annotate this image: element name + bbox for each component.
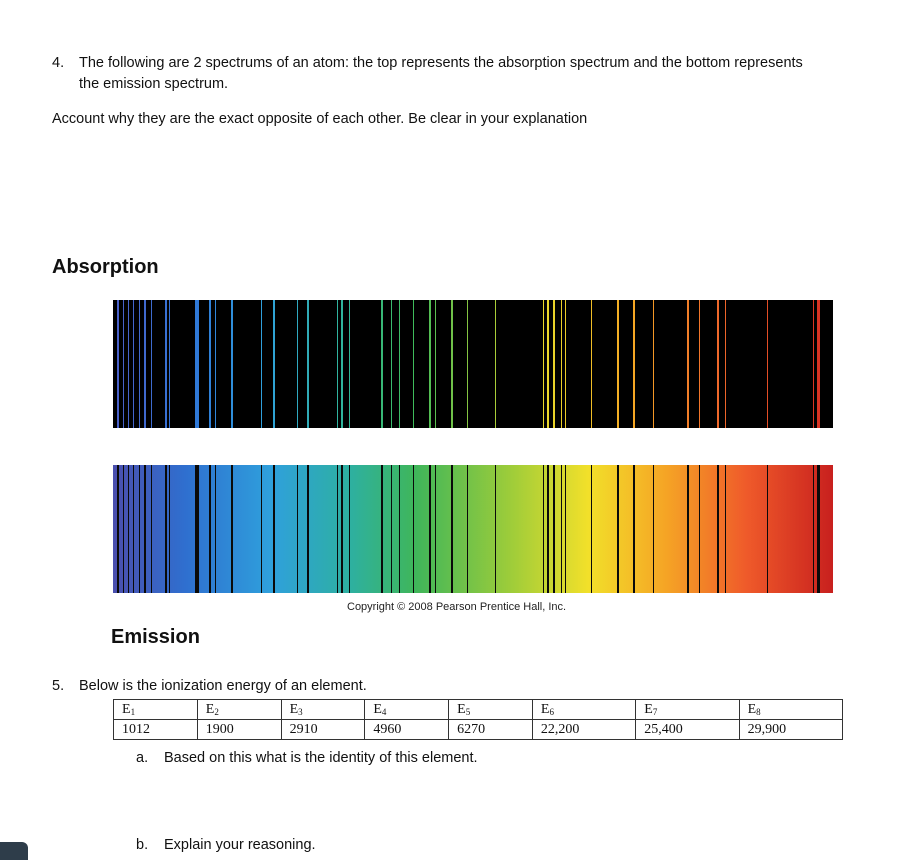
emission-gap-line: [565, 465, 566, 593]
absorption-line: [591, 300, 592, 428]
emission-gap-line: [617, 465, 619, 593]
emission-heading: Emission: [111, 626, 200, 648]
value-cell: 2910: [281, 720, 365, 740]
value-cell: 1012: [114, 720, 198, 740]
emission-gap-line: [133, 465, 134, 593]
part-b-text: Explain your reasoning.: [164, 837, 316, 853]
absorption-line: [467, 300, 468, 428]
emission-gap-line: [297, 465, 298, 593]
absorption-line: [547, 300, 549, 428]
part-a-label: a.: [136, 750, 149, 766]
absorption-heading: Absorption: [52, 256, 159, 278]
q4-prompt: Account why they are the exact opposite of each other. Be clear in your explanation: [52, 111, 588, 127]
emission-gap-line: [429, 465, 431, 593]
absorption-spectrum: [113, 300, 833, 428]
header-cell: $E_5$: [449, 700, 533, 720]
emission-gap-line: [467, 465, 468, 593]
emission-gap-line: [435, 465, 436, 593]
taskbar-corner: [0, 842, 28, 860]
absorption-line: [543, 300, 544, 428]
absorption-line: [699, 300, 700, 428]
header-cell: $E_3$: [281, 700, 365, 720]
emission-spectrum: [113, 465, 833, 593]
absorption-line: [139, 300, 140, 428]
emission-gap-line: [817, 465, 820, 593]
table-row: [114, 720, 843, 740]
absorption-line: [215, 300, 216, 428]
absorption-line: [297, 300, 298, 428]
absorption-line: [813, 300, 814, 428]
header-cell: $E_1$: [114, 700, 198, 720]
emission-gap-line: [687, 465, 689, 593]
absorption-line: [123, 300, 124, 428]
absorption-line: [399, 300, 400, 428]
absorption-line: [553, 300, 555, 428]
value-cell: 6270: [449, 720, 533, 740]
absorption-line: [195, 300, 199, 428]
emission-gap-line: [117, 465, 119, 593]
emission-gap-line: [123, 465, 124, 593]
emission-gap-line: [561, 465, 562, 593]
q5-intro: Below is the ionization energy of an element.: [79, 678, 367, 694]
emission-gap-line: [767, 465, 768, 593]
emission-gap-line: [591, 465, 592, 593]
value-cell: 25,400: [636, 720, 739, 740]
absorption-line: [151, 300, 152, 428]
absorption-line: [337, 300, 338, 428]
emission-gap-line: [337, 465, 338, 593]
absorption-line: [725, 300, 726, 428]
absorption-line: [653, 300, 654, 428]
absorption-line: [133, 300, 134, 428]
header-cell: $E_7$: [636, 700, 739, 720]
emission-gap-line: [307, 465, 309, 593]
q4-line-1: The following are 2 spectrums of an atom: the top represents the absorption spectrum and the bottom represents: [79, 55, 803, 71]
emission-gap-line: [139, 465, 140, 593]
q5-number: 5.: [52, 678, 65, 694]
absorption-line: [144, 300, 146, 428]
emission-gap-line: [633, 465, 635, 593]
ionization-energy-table: [113, 699, 843, 740]
absorption-line: [391, 300, 392, 428]
absorption-line: [817, 300, 820, 428]
absorption-line: [633, 300, 635, 428]
absorption-line: [767, 300, 768, 428]
emission-gap-line: [547, 465, 549, 593]
absorption-line: [561, 300, 562, 428]
absorption-line: [381, 300, 383, 428]
absorption-line: [273, 300, 275, 428]
part-a-text: Based on this what is the identity of this element.: [164, 750, 478, 766]
copyright-text: Copyright © 2008 Pearson Prentice Hall, Inc.: [347, 601, 567, 613]
emission-gap-line: [165, 465, 167, 593]
emission-gap-line: [717, 465, 719, 593]
absorption-line: [429, 300, 431, 428]
absorption-line: [617, 300, 619, 428]
emission-gap-line: [349, 465, 350, 593]
absorption-line: [717, 300, 719, 428]
emission-gap-line: [231, 465, 233, 593]
absorption-line: [209, 300, 211, 428]
emission-gap-line: [215, 465, 216, 593]
emission-gap-line: [261, 465, 262, 593]
emission-gap-line: [543, 465, 544, 593]
emission-gap-line: [495, 465, 496, 593]
emission-gap-line: [653, 465, 654, 593]
absorption-line: [169, 300, 170, 428]
emission-gap-line: [451, 465, 453, 593]
emission-gap-line: [151, 465, 152, 593]
emission-gap-line: [169, 465, 170, 593]
emission-gap-line: [381, 465, 383, 593]
emission-gap-line: [399, 465, 400, 593]
absorption-line: [231, 300, 233, 428]
absorption-line: [435, 300, 436, 428]
absorption-line: [413, 300, 414, 428]
absorption-line: [117, 300, 119, 428]
header-cell: $E_2$: [197, 700, 281, 720]
header-cell: $E_4$: [365, 700, 449, 720]
emission-gap-line: [209, 465, 211, 593]
emission-gap-line: [128, 465, 129, 593]
table-header-row: [114, 700, 843, 720]
absorption-line: [261, 300, 262, 428]
part-b-label: b.: [136, 837, 149, 853]
value-cell: 1900: [197, 720, 281, 740]
emission-gap-line: [699, 465, 700, 593]
absorption-line: [128, 300, 129, 428]
absorption-line: [495, 300, 496, 428]
value-cell: 4960: [365, 720, 449, 740]
emission-gap-line: [341, 465, 343, 593]
value-cell: 22,200: [532, 720, 635, 740]
emission-gap-line: [391, 465, 392, 593]
q4-line-2: the emission spectrum.: [79, 76, 229, 92]
emission-gap-line: [273, 465, 275, 593]
absorption-line: [341, 300, 343, 428]
header-cell: $E_6$: [532, 700, 635, 720]
absorption-line: [451, 300, 453, 428]
emission-gap-line: [413, 465, 414, 593]
absorption-line: [307, 300, 309, 428]
absorption-line: [165, 300, 167, 428]
q4-number: 4.: [52, 55, 65, 71]
emission-gap-line: [553, 465, 555, 593]
absorption-line: [687, 300, 689, 428]
emission-gap-line: [195, 465, 199, 593]
absorption-line: [349, 300, 350, 428]
value-cell: 29,900: [739, 720, 842, 740]
absorption-line: [565, 300, 566, 428]
header-cell: $E_8$: [739, 700, 842, 720]
emission-gap-line: [725, 465, 726, 593]
emission-gap-line: [813, 465, 814, 593]
emission-gap-line: [144, 465, 146, 593]
